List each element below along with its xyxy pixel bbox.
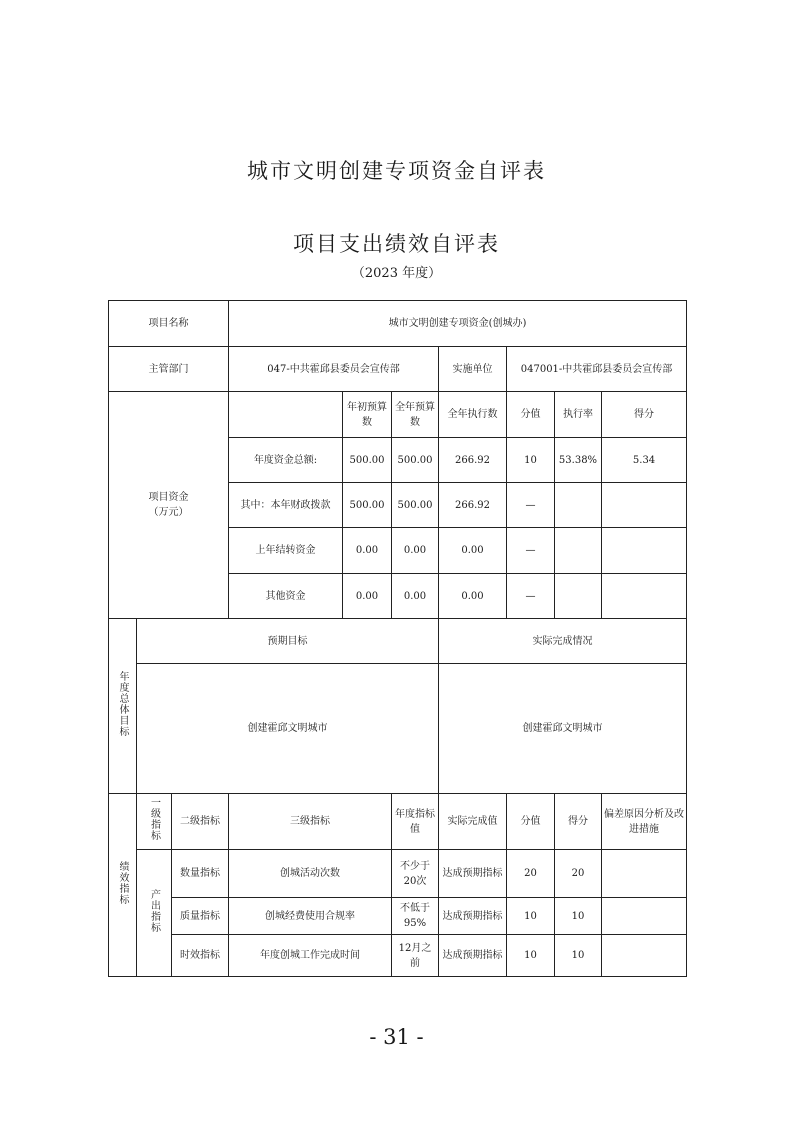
funds-row-initial: 500.00 [343,483,392,528]
indicator-actual: 达成预期指标 [439,935,507,977]
indicators-header-level1: 一级指标 [148,797,160,841]
funds-row-initial: 0.00 [343,574,392,619]
indicator-score: 10 [555,898,602,935]
funds-row-initial: 0.00 [343,528,392,574]
document-title: 城市文明创建专项资金自评表 [247,159,546,183]
indicator-level3: 创城活动次数 [229,850,392,898]
indicators-header-deviation: 偏差原因分析及改进措施 [602,794,687,850]
goals-expected-value: 创建霍邱文明城市 [137,664,439,794]
funds-row-score [602,528,687,574]
goals-actual-header: 实际完成情况 [439,619,687,664]
funds-header-blank [229,392,343,438]
indicator-actual: 达成预期指标 [439,850,507,898]
funds-header-executed: 全年执行数 [439,392,507,438]
indicators-label: 绩效指标 [117,860,128,905]
indicators-header-target: 年度指标值 [392,794,439,850]
impl-label: 实施单位 [439,347,507,392]
funds-row-score: 5.34 [602,438,687,483]
indicators-output-label: 产出指标 [148,888,160,933]
funds-row-label: 其中：本年财政拨款 [229,483,343,528]
funds-header-initial: 年初预算数 [343,392,392,438]
funds-row-score-value: — [507,574,555,619]
project-name-label: 项目名称 [109,301,229,347]
funds-row-full: 0.00 [392,528,439,574]
indicators-header-score: 得分 [555,794,602,850]
indicator-score-value: 10 [507,935,555,977]
evaluation-table [108,300,687,977]
funds-header-full: 全年预算数 [392,392,439,438]
funds-row-executed: 266.92 [439,438,507,483]
indicator-level3: 年度创城工作完成时间 [229,935,392,977]
funds-row-label: 其他资金 [229,574,343,619]
indicator-score-value: 20 [507,850,555,898]
funds-row-full: 500.00 [392,438,439,483]
indicators-header-actual: 实际完成值 [439,794,507,850]
funds-row-executed: 0.00 [439,528,507,574]
goals-label-cell [109,619,137,794]
funds-header-rate: 执行率 [555,392,602,438]
indicator-score: 10 [555,935,602,977]
page-number: - 31 - [369,1025,424,1049]
funds-label: 项目资金 （万元） [109,392,229,619]
table-title: 项目支出绩效自评表 [293,232,500,256]
project-name-value: 城市文明创建专项资金(创城办) [229,301,687,347]
indicator-row [109,935,687,977]
indicator-deviation [602,850,687,898]
project-name-row [109,301,687,347]
goals-actual-value: 创建霍邱文明城市 [439,664,687,794]
indicator-actual: 达成预期指标 [439,898,507,935]
funds-row-score [602,483,687,528]
indicators-header-level3: 三级指标 [229,794,392,850]
indicator-target: 12月之前 [392,935,439,977]
indicator-row [109,898,687,935]
funds-row-initial: 500.00 [343,438,392,483]
funds-header-row [109,392,687,438]
funds-row-full: 0.00 [392,574,439,619]
indicator-level2: 质量指标 [172,898,229,935]
funds-row-rate [555,483,602,528]
funds-header-score-value: 分值 [507,392,555,438]
goals-label: 年度总体目标 [117,670,128,737]
indicators-output-cell [137,850,172,977]
funds-row-rate [555,528,602,574]
funds-row-rate: 53.38% [555,438,602,483]
funds-row-score [602,574,687,619]
dept-value: 047-中共霍邱县委员会宣传部 [229,347,439,392]
goals-value-row [109,664,687,794]
indicator-score: 20 [555,850,602,898]
indicators-header-score-value: 分值 [507,794,555,850]
table-year: （2023 年度） [351,266,442,281]
indicator-target: 不少于20次 [392,850,439,898]
indicator-level3: 创城经费使用合规率 [229,898,392,935]
indicators-header-level1-cell [137,794,172,850]
funds-row-executed: 0.00 [439,574,507,619]
goals-header-row [109,619,687,664]
indicators-header-level2: 二级指标 [172,794,229,850]
indicator-score-value: 10 [507,898,555,935]
impl-value: 047001-中共霍邱县委员会宣传部 [507,347,687,392]
indicators-header-row [109,794,687,850]
indicator-level2: 数量指标 [172,850,229,898]
indicator-row [109,850,687,898]
funds-row-score-value: — [507,528,555,574]
indicator-deviation [602,935,687,977]
funds-row-full: 500.00 [392,483,439,528]
funds-row-label: 上年结转资金 [229,528,343,574]
dept-label: 主管部门 [109,347,229,392]
funds-row-label: 年度资金总额: [229,438,343,483]
indicator-deviation [602,898,687,935]
department-row [109,347,687,392]
funds-row-score-value: 10 [507,438,555,483]
indicator-level2: 时效指标 [172,935,229,977]
funds-header-score: 得分 [602,392,687,438]
indicator-target: 不低于95% [392,898,439,935]
funds-row-score-value: — [507,483,555,528]
goals-expected-header: 预期目标 [137,619,439,664]
indicators-label-cell [109,794,137,977]
funds-row-executed: 266.92 [439,483,507,528]
funds-row-rate [555,574,602,619]
